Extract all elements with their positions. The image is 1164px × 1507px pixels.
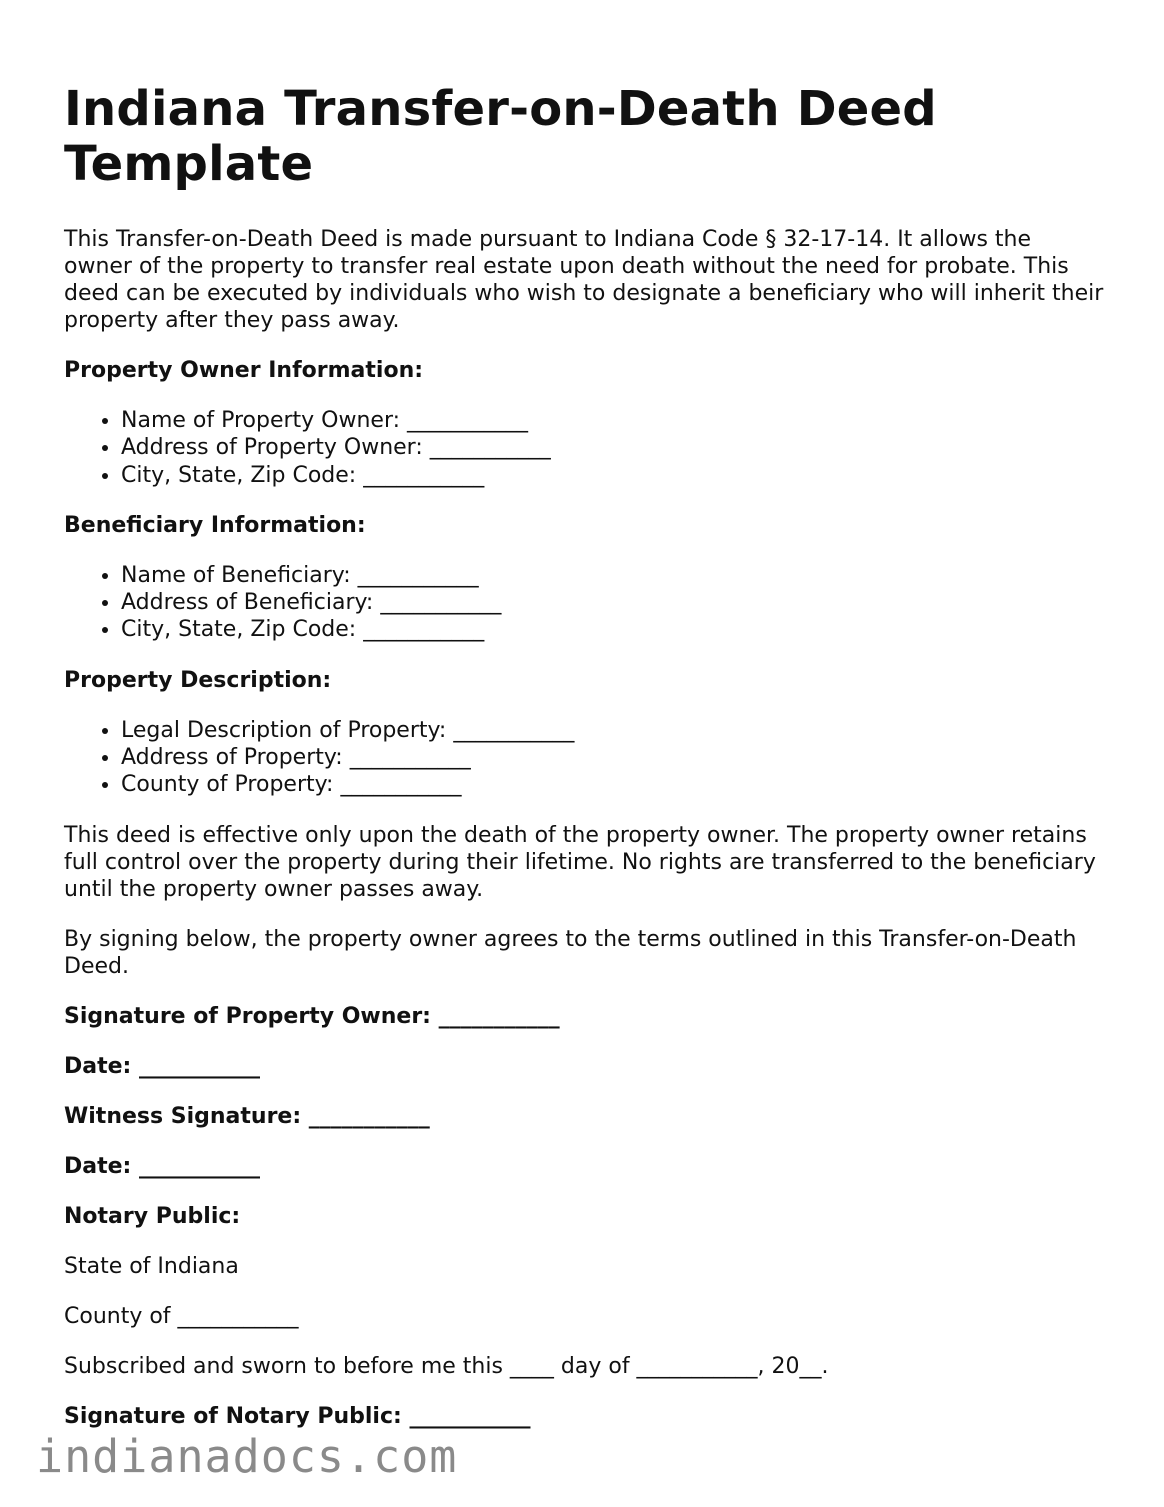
witness-signature-line: Witness Signature: ___________ [64, 1103, 430, 1129]
property-description-list [64, 717, 1104, 799]
list-item: • Address of Property: ___________ [121, 744, 1104, 771]
beneficiary-info-list [64, 562, 1104, 644]
list-item: • Address of Beneficiary: ___________ [121, 589, 1104, 616]
notary-state: State of Indiana [64, 1253, 239, 1279]
effect-paragraph: This deed is effective only upon the death of the property owner. The property owner retains full control over the property during their lifetime. No rights are transferred to the beneficiary until the property owner passes away. [64, 822, 1096, 902]
beneficiary-section-heading: Beneficiary Information: [64, 512, 366, 538]
owner-section-heading: Property Owner Information: [64, 358, 424, 383]
site-watermark: indianadocs.com [36, 1430, 458, 1483]
property-section-heading: Property Description: [64, 667, 332, 693]
list-item: • Name of Property Owner: ___________ [121, 407, 1104, 434]
list-item: • County of Property: ___________ [121, 771, 1104, 798]
notary-county: County of ___________ [64, 1303, 299, 1329]
owner-info-list [64, 407, 1104, 489]
agreement-paragraph: By signing below, the property owner agrees to the terms outlined in this Transfer-on-Death Deed. [64, 926, 1077, 979]
intro-paragraph: This Transfer-on-Death Deed is made pursuant to Indiana Code § 32-17-14. It allows the owner of the property to transfer real estate upon death without the need for probate. This deed can be executed by individuals who wish to designate a beneficiary who will inherit their property after they pass away. [64, 227, 1104, 333]
witness-date-line: Date: ___________ [64, 1153, 261, 1179]
list-item: • Address of Property Owner: ___________ [121, 434, 1104, 461]
owner-signature-line: Signature of Property Owner: ___________ [64, 1003, 560, 1029]
list-item: • City, State, Zip Code: ___________ [121, 616, 1104, 643]
notary-signature-line: Signature of Notary Public: ___________ [64, 1403, 531, 1429]
notary-sworn-statement: Subscribed and sworn to before me this ____ day of ___________, 20__. [64, 1353, 829, 1379]
list-item: • City, State, Zip Code: ___________ [121, 462, 1104, 489]
deed-document [64, 82, 1104, 1453]
document-title: Indiana Transfer-on-Death Deed Template [64, 81, 937, 192]
notary-heading: Notary Public: [64, 1203, 241, 1229]
list-item: • Legal Description of Property: ___________ [121, 717, 1104, 744]
list-item: • Name of Beneficiary: ___________ [121, 562, 1104, 589]
owner-date-line: Date: ___________ [64, 1053, 261, 1079]
